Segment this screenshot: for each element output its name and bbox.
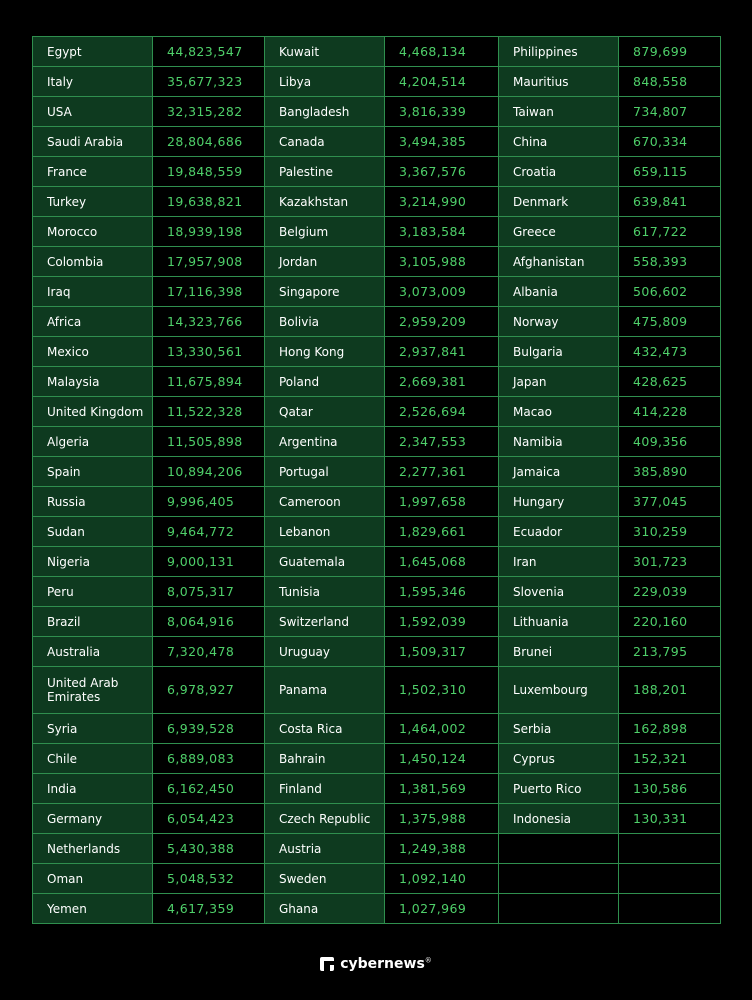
country-value-cell: 558,393 [619, 247, 721, 277]
country-value-cell: 432,473 [619, 337, 721, 367]
country-name-cell: Taiwan [499, 97, 619, 127]
country-name-cell: Lithuania [499, 607, 619, 637]
country-name-cell: Iraq [33, 277, 153, 307]
country-value-cell: 1,464,002 [385, 714, 499, 744]
empty-cell [499, 864, 619, 894]
empty-cell [619, 834, 721, 864]
country-value-cell: 1,509,317 [385, 637, 499, 667]
country-name-cell: Netherlands [33, 834, 153, 864]
table-row [33, 187, 721, 217]
country-name-cell: Tunisia [265, 577, 385, 607]
footer-logo [0, 956, 752, 975]
country-value-cell: 11,522,328 [153, 397, 265, 427]
country-value-cell: 19,638,821 [153, 187, 265, 217]
country-value-cell: 14,323,766 [153, 307, 265, 337]
country-name-cell: Kuwait [265, 37, 385, 67]
table-row [33, 774, 721, 804]
country-value-cell: 3,494,385 [385, 127, 499, 157]
table-row [33, 894, 721, 924]
country-value-cell: 8,075,317 [153, 577, 265, 607]
table-row [33, 834, 721, 864]
country-value-cell: 1,645,068 [385, 547, 499, 577]
country-value-cell: 5,048,532 [153, 864, 265, 894]
country-value-cell: 35,677,323 [153, 67, 265, 97]
country-name-cell: Peru [33, 577, 153, 607]
country-name-cell: Saudi Arabia [33, 127, 153, 157]
country-name-cell: Italy [33, 67, 153, 97]
country-name-cell: Colombia [33, 247, 153, 277]
country-name-cell: Chile [33, 744, 153, 774]
country-value-cell: 1,027,969 [385, 894, 499, 924]
country-name-cell: Poland [265, 367, 385, 397]
table-row [33, 277, 721, 307]
country-name-cell: Namibia [499, 427, 619, 457]
country-value-cell: 3,214,990 [385, 187, 499, 217]
data-table-wrapper [32, 36, 720, 924]
country-name-cell: Argentina [265, 427, 385, 457]
empty-cell [499, 894, 619, 924]
country-name-cell: France [33, 157, 153, 187]
empty-cell [619, 894, 721, 924]
table-row [33, 577, 721, 607]
country-value-cell: 44,823,547 [153, 37, 265, 67]
country-name-cell: Japan [499, 367, 619, 397]
country-value-cell: 3,073,009 [385, 277, 499, 307]
table-row [33, 67, 721, 97]
country-name-cell: India [33, 774, 153, 804]
country-value-cell: 506,602 [619, 277, 721, 307]
country-value-cell: 2,526,694 [385, 397, 499, 427]
country-name-cell: Albania [499, 277, 619, 307]
country-name-cell: Serbia [499, 714, 619, 744]
country-name-cell: Qatar [265, 397, 385, 427]
country-value-cell: 1,829,661 [385, 517, 499, 547]
country-name-cell: Algeria [33, 427, 153, 457]
country-name-cell: Bulgaria [499, 337, 619, 367]
country-name-cell: USA [33, 97, 153, 127]
country-name-cell: Malaysia [33, 367, 153, 397]
country-value-cell: 3,816,339 [385, 97, 499, 127]
country-name-cell: Hong Kong [265, 337, 385, 367]
country-value-cell: 2,277,361 [385, 457, 499, 487]
country-name-cell: Costa Rica [265, 714, 385, 744]
country-name-cell: Egypt [33, 37, 153, 67]
country-value-cell: 879,699 [619, 37, 721, 67]
table-row [33, 637, 721, 667]
country-name-cell: Cameroon [265, 487, 385, 517]
country-value-cell: 17,116,398 [153, 277, 265, 307]
table-row [33, 307, 721, 337]
country-value-cell: 11,505,898 [153, 427, 265, 457]
country-name-cell: Germany [33, 804, 153, 834]
country-name-cell: Russia [33, 487, 153, 517]
country-name-cell: Africa [33, 307, 153, 337]
country-name-cell: Mexico [33, 337, 153, 367]
country-value-cell: 310,259 [619, 517, 721, 547]
country-name-cell: Afghanistan [499, 247, 619, 277]
country-value-cell: 9,996,405 [153, 487, 265, 517]
country-value-cell: 1,381,569 [385, 774, 499, 804]
country-name-cell: Turkey [33, 187, 153, 217]
country-value-cell: 1,450,124 [385, 744, 499, 774]
country-value-cell: 1,997,658 [385, 487, 499, 517]
country-value-cell: 377,045 [619, 487, 721, 517]
table-row [33, 397, 721, 427]
table-row [33, 667, 721, 714]
country-name-cell: Cyprus [499, 744, 619, 774]
country-name-cell: Lebanon [265, 517, 385, 547]
country-value-cell: 17,957,908 [153, 247, 265, 277]
empty-cell [619, 864, 721, 894]
table-row [33, 427, 721, 457]
country-value-cell: 670,334 [619, 127, 721, 157]
country-name-cell: Mauritius [499, 67, 619, 97]
country-value-cell: 6,939,528 [153, 714, 265, 744]
country-name-cell: Bolivia [265, 307, 385, 337]
country-value-cell: 428,625 [619, 367, 721, 397]
country-value-cell: 9,000,131 [153, 547, 265, 577]
country-value-cell: 3,183,584 [385, 217, 499, 247]
country-name-cell: Sweden [265, 864, 385, 894]
table-row [33, 337, 721, 367]
country-value-cell: 2,669,381 [385, 367, 499, 397]
country-name-cell: Syria [33, 714, 153, 744]
country-name-cell: Yemen [33, 894, 153, 924]
country-name-cell: Philippines [499, 37, 619, 67]
table-row [33, 864, 721, 894]
country-name-cell: Finland [265, 774, 385, 804]
country-name-cell: Belgium [265, 217, 385, 247]
country-name-cell: Brunei [499, 637, 619, 667]
country-name-cell: United Arab Emirates [33, 667, 153, 714]
country-name-cell: Czech Republic [265, 804, 385, 834]
country-value-cell: 9,464,772 [153, 517, 265, 547]
country-name-cell: Guatemala [265, 547, 385, 577]
country-value-cell: 848,558 [619, 67, 721, 97]
country-name-cell: Bangladesh [265, 97, 385, 127]
table-row [33, 517, 721, 547]
country-name-cell: Iran [499, 547, 619, 577]
country-value-cell: 220,160 [619, 607, 721, 637]
country-name-cell: Indonesia [499, 804, 619, 834]
table-row [33, 487, 721, 517]
table-row [33, 127, 721, 157]
country-value-cell: 3,367,576 [385, 157, 499, 187]
country-name-cell: Panama [265, 667, 385, 714]
country-value-cell: 639,841 [619, 187, 721, 217]
country-name-cell: Denmark [499, 187, 619, 217]
country-value-cell: 8,064,916 [153, 607, 265, 637]
country-value-cell: 2,937,841 [385, 337, 499, 367]
country-name-cell: Norway [499, 307, 619, 337]
country-value-cell: 162,898 [619, 714, 721, 744]
country-value-cell: 659,115 [619, 157, 721, 187]
empty-cell [499, 834, 619, 864]
country-name-cell: Sudan [33, 517, 153, 547]
country-name-cell: Portugal [265, 457, 385, 487]
country-name-cell: Palestine [265, 157, 385, 187]
table-row [33, 457, 721, 487]
country-values-table [32, 36, 721, 924]
country-value-cell: 6,162,450 [153, 774, 265, 804]
country-value-cell: 213,795 [619, 637, 721, 667]
country-value-cell: 152,321 [619, 744, 721, 774]
table-row [33, 804, 721, 834]
country-name-cell: Ghana [265, 894, 385, 924]
country-name-cell: Oman [33, 864, 153, 894]
country-value-cell: 130,331 [619, 804, 721, 834]
country-name-cell: Austria [265, 834, 385, 864]
country-name-cell: Greece [499, 217, 619, 247]
country-value-cell: 32,315,282 [153, 97, 265, 127]
country-value-cell: 4,468,134 [385, 37, 499, 67]
country-name-cell: Australia [33, 637, 153, 667]
country-value-cell: 1,502,310 [385, 667, 499, 714]
brand-name: cybernews [340, 956, 425, 972]
table-row [33, 97, 721, 127]
country-name-cell: United Kingdom [33, 397, 153, 427]
country-name-cell: Ecuador [499, 517, 619, 547]
country-name-cell: Singapore [265, 277, 385, 307]
country-value-cell: 2,959,209 [385, 307, 499, 337]
country-value-cell: 734,807 [619, 97, 721, 127]
country-name-cell: Nigeria [33, 547, 153, 577]
country-name-cell: Jordan [265, 247, 385, 277]
country-name-cell: Macao [499, 397, 619, 427]
country-name-cell: Puerto Rico [499, 774, 619, 804]
table-row [33, 37, 721, 67]
registered-mark: ® [424, 956, 432, 965]
country-name-cell: Kazakhstan [265, 187, 385, 217]
country-value-cell: 385,890 [619, 457, 721, 487]
country-name-cell: Luxembourg [499, 667, 619, 714]
country-value-cell: 301,723 [619, 547, 721, 577]
country-value-cell: 4,204,514 [385, 67, 499, 97]
country-name-cell: Jamaica [499, 457, 619, 487]
country-value-cell: 10,894,206 [153, 457, 265, 487]
country-value-cell: 1,092,140 [385, 864, 499, 894]
country-value-cell: 13,330,561 [153, 337, 265, 367]
country-value-cell: 229,039 [619, 577, 721, 607]
country-value-cell: 414,228 [619, 397, 721, 427]
country-value-cell: 475,809 [619, 307, 721, 337]
country-name-cell: Canada [265, 127, 385, 157]
country-value-cell: 409,356 [619, 427, 721, 457]
table-row [33, 744, 721, 774]
country-value-cell: 1,592,039 [385, 607, 499, 637]
country-name-cell: Croatia [499, 157, 619, 187]
country-value-cell: 6,978,927 [153, 667, 265, 714]
country-value-cell: 1,595,346 [385, 577, 499, 607]
table-row [33, 367, 721, 397]
country-name-cell: Brazil [33, 607, 153, 637]
country-value-cell: 188,201 [619, 667, 721, 714]
table-row [33, 157, 721, 187]
country-value-cell: 5,430,388 [153, 834, 265, 864]
country-name-cell: Libya [265, 67, 385, 97]
country-value-cell: 130,586 [619, 774, 721, 804]
country-name-cell: Slovenia [499, 577, 619, 607]
country-name-cell: Uruguay [265, 637, 385, 667]
country-value-cell: 7,320,478 [153, 637, 265, 667]
country-value-cell: 6,054,423 [153, 804, 265, 834]
country-value-cell: 28,804,686 [153, 127, 265, 157]
country-name-cell: Spain [33, 457, 153, 487]
table-row [33, 247, 721, 277]
table-row [33, 607, 721, 637]
cybernews-logo-icon [320, 957, 334, 975]
country-value-cell: 18,939,198 [153, 217, 265, 247]
table-row [33, 547, 721, 577]
country-value-cell: 3,105,988 [385, 247, 499, 277]
country-name-cell: Bahrain [265, 744, 385, 774]
country-value-cell: 617,722 [619, 217, 721, 247]
country-value-cell: 2,347,553 [385, 427, 499, 457]
country-name-cell: Morocco [33, 217, 153, 247]
country-value-cell: 6,889,083 [153, 744, 265, 774]
country-value-cell: 19,848,559 [153, 157, 265, 187]
table-row [33, 217, 721, 247]
country-value-cell: 11,675,894 [153, 367, 265, 397]
country-value-cell: 1,375,988 [385, 804, 499, 834]
table-row [33, 714, 721, 744]
country-name-cell: Switzerland [265, 607, 385, 637]
country-name-cell: China [499, 127, 619, 157]
country-value-cell: 1,249,388 [385, 834, 499, 864]
country-value-cell: 4,617,359 [153, 894, 265, 924]
country-name-cell: Hungary [499, 487, 619, 517]
